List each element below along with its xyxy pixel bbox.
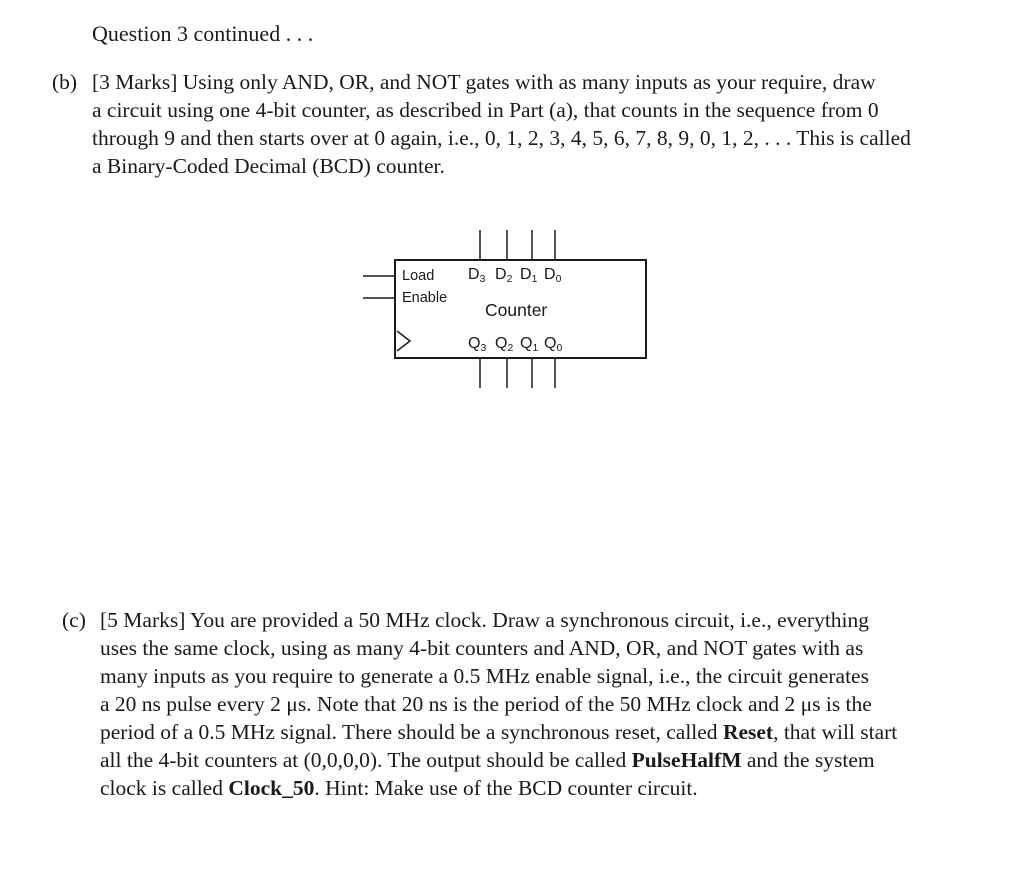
input-label-d0: $D_0$ bbox=[544, 266, 562, 285]
input-label-d3: $D_3$ bbox=[468, 266, 486, 285]
part-b-line: [3 Marks] Using only AND, OR, and NOT gates with as many inputs as your require, draw bbox=[92, 70, 876, 94]
part-c-line: many inputs as you require to generate a 0.5 MHz enable signal, i.e., the circuit generates bbox=[100, 664, 869, 688]
part-c-text bbox=[100, 606, 995, 802]
output-label-q3: $Q_3$ bbox=[468, 335, 487, 354]
part-c-line: period of a 0.5 MHz signal. There should be a synchronous reset, called Reset, that will start bbox=[100, 720, 898, 744]
enable-label: Enable bbox=[402, 290, 448, 306]
part-c-line: clock is called Clock_50. Hint: Make use of the BCD counter circuit. bbox=[100, 776, 698, 800]
reset-signal-name: Reset bbox=[722, 720, 774, 744]
part-c-line: all the 4-bit counters at (0,0,0,0). The output should be called PulseHalfM and the system bbox=[100, 748, 875, 772]
page-heading: Question 3 continued . . . bbox=[92, 21, 314, 46]
part-c-line: [5 Marks] You are provided a 50 MHz clock. Draw a synchronous circuit, i.e., everything bbox=[100, 608, 870, 632]
counter-label: Counter bbox=[485, 300, 548, 320]
part-c-label: (c) bbox=[62, 608, 86, 632]
part-b-line: through 9 and then starts over at 0 again, i.e., 0, 1, 2, 3, 4, 5, 6, 7, 8, 9, 0, 1, 2, . . . This is called bbox=[92, 126, 911, 150]
output-signal-name: PulseHalfM bbox=[631, 748, 742, 772]
counter-diagram bbox=[360, 228, 660, 393]
clock-signal-name: Clock_50 bbox=[228, 776, 315, 800]
input-label-d1: $D_1$ bbox=[520, 266, 538, 285]
clock-triangle-icon bbox=[397, 331, 410, 351]
output-label-q2: $Q_2$ bbox=[495, 335, 514, 354]
question-part-b bbox=[52, 68, 987, 188]
question-part-c bbox=[52, 606, 987, 806]
part-c-line: a 20 ns pulse every 2 μs. Note that 20 ns is the period of the 50 MHz clock and 2 μs is the bbox=[100, 692, 872, 716]
part-b-line: a Binary-Coded Decimal (BCD) counter. bbox=[92, 154, 445, 178]
part-c-line: uses the same clock, using as many 4-bit counters and AND, OR, and NOT gates with as bbox=[100, 636, 864, 660]
part-b-text bbox=[92, 68, 987, 180]
load-label: Load bbox=[402, 268, 435, 284]
output-label-q0: $Q_0$ bbox=[544, 335, 563, 354]
part-b-label: (b) bbox=[52, 70, 78, 94]
input-label-d2: $D_2$ bbox=[495, 266, 513, 285]
part-b-line: a circuit using one 4-bit counter, as described in Part (a), that counts in the sequence from 0 bbox=[92, 98, 879, 122]
output-label-q1: $Q_1$ bbox=[520, 335, 539, 354]
